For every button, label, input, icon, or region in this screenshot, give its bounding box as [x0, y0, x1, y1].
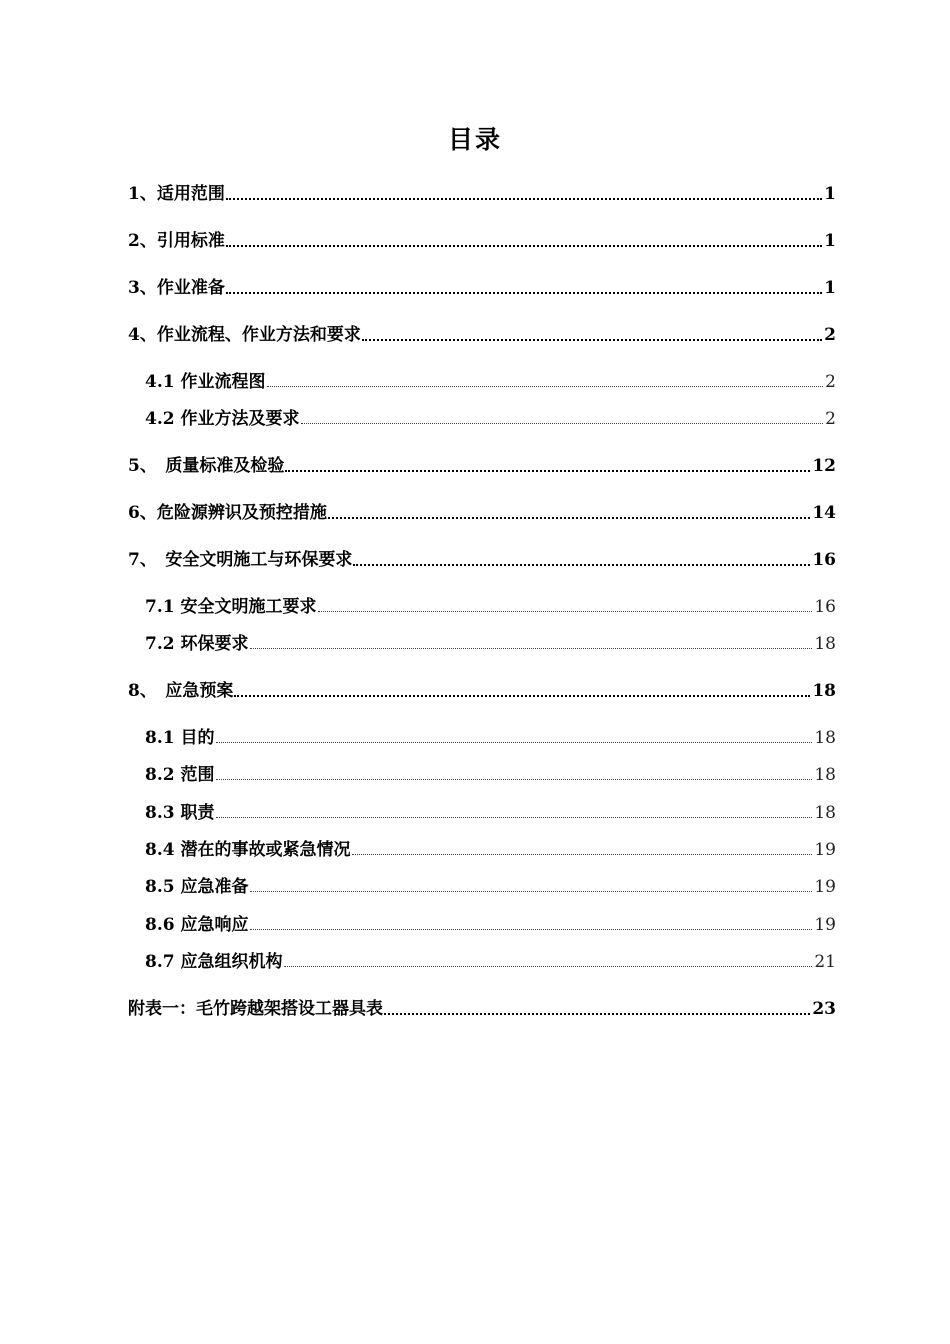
toc-entry-8-7[interactable] — [145, 948, 836, 974]
dot-leader — [234, 695, 810, 697]
dot-leader — [318, 611, 813, 612]
toc-entry-label: 7.2 环保要求 — [145, 634, 249, 654]
page-title: 目录 — [447, 125, 502, 154]
toc-page-number: 16 — [812, 550, 836, 570]
toc-page-number: 2 — [825, 409, 836, 429]
toc-entry-8-4[interactable] — [145, 836, 836, 862]
toc-entry-7[interactable] — [128, 546, 836, 572]
toc-page-number: 1 — [824, 184, 836, 204]
toc-entry-label: 4.1 作业流程图 — [145, 372, 266, 392]
toc-entry-label: 8.6 应急响应 — [145, 915, 249, 935]
toc-entry-label: 2、引用标准 — [128, 231, 225, 251]
dot-leader — [384, 1013, 810, 1015]
toc-entry-label: 8.3 职责 — [145, 803, 215, 823]
toc-entry-8-5[interactable] — [145, 873, 836, 899]
dot-leader — [250, 891, 813, 892]
toc-page-number: 1 — [824, 278, 836, 298]
toc-entry-label: 7、 安全文明施工与环保要求 — [128, 550, 353, 570]
toc-entry-4-1[interactable] — [145, 368, 836, 394]
toc-entry-label: 8.1 目的 — [145, 728, 215, 748]
toc-entry-8[interactable] — [128, 677, 836, 703]
dot-leader — [250, 929, 813, 930]
dot-leader — [216, 779, 813, 780]
toc-page-number: 19 — [814, 877, 836, 897]
toc-entry-8-3[interactable] — [145, 799, 836, 825]
toc-page-number: 18 — [814, 765, 836, 785]
toc-page-number: 19 — [814, 840, 836, 860]
toc-entry-7-2[interactable] — [145, 630, 836, 656]
toc-entry-label: 3、作业准备 — [128, 278, 225, 298]
toc-entry-label: 7.1 安全文明施工要求 — [145, 597, 317, 617]
dot-leader — [226, 245, 822, 247]
toc-entry-8-6[interactable] — [145, 911, 836, 937]
dot-leader — [284, 966, 813, 967]
toc-entry-label: 5、 质量标准及检验 — [128, 456, 285, 476]
toc-entry-label: 附表一：毛竹跨越架搭设工器具表 — [128, 999, 383, 1019]
toc-entry-8-1[interactable] — [145, 724, 836, 750]
toc-entry-5[interactable] — [128, 452, 836, 478]
toc-page-number: 1 — [824, 231, 836, 251]
toc-entry-6[interactable] — [128, 499, 836, 525]
dot-leader — [362, 339, 822, 341]
toc-page-number: 2 — [825, 372, 836, 392]
toc-page-number: 12 — [812, 456, 836, 476]
toc-page-number: 19 — [814, 915, 836, 935]
dot-leader — [267, 386, 824, 387]
dot-leader — [216, 742, 813, 743]
dot-leader — [352, 854, 813, 855]
dot-leader — [353, 564, 810, 566]
toc-page-number: 23 — [812, 999, 836, 1019]
toc-entry-label: 8.2 范围 — [145, 765, 215, 785]
toc-entry-3[interactable] — [128, 274, 836, 300]
toc-entry-label: 4.2 作业方法及要求 — [145, 409, 300, 429]
toc-entry-label: 8.5 应急准备 — [145, 877, 249, 897]
dot-leader — [285, 470, 810, 472]
toc-entry-label: 8.4 潜在的事故或紧急情况 — [145, 840, 351, 860]
toc-entry-1[interactable] — [128, 180, 836, 206]
toc-page-number: 21 — [814, 952, 836, 972]
toc-entry-2[interactable] — [128, 227, 836, 253]
toc-page-number: 18 — [814, 634, 836, 654]
dot-leader — [328, 517, 811, 519]
dot-leader — [226, 198, 822, 200]
toc-entry-appendix-1[interactable] — [128, 995, 836, 1021]
toc-entry-label: 4、作业流程、作业方法和要求 — [128, 325, 361, 345]
toc-page-number: 18 — [812, 681, 836, 701]
toc-entry-4[interactable] — [128, 321, 836, 347]
toc-page-number: 2 — [824, 325, 836, 345]
toc-entry-label: 8.7 应急组织机构 — [145, 952, 283, 972]
toc-page-number: 14 — [812, 503, 836, 523]
dot-leader — [226, 292, 822, 294]
toc-entry-label: 1、适用范围 — [128, 184, 225, 204]
toc-entry-8-2[interactable] — [145, 761, 836, 787]
dot-leader — [216, 817, 813, 818]
dot-leader — [301, 423, 824, 424]
toc-page-number: 18 — [814, 803, 836, 823]
dot-leader — [250, 648, 813, 649]
toc-entry-label: 8、 应急预案 — [128, 681, 234, 701]
toc-entry-label: 6、危险源辨识及预控措施 — [128, 503, 327, 523]
toc-entry-7-1[interactable] — [145, 593, 836, 619]
toc-page-number: 18 — [814, 728, 836, 748]
toc-page-number: 16 — [814, 597, 836, 617]
toc-entry-4-2[interactable] — [145, 405, 836, 431]
